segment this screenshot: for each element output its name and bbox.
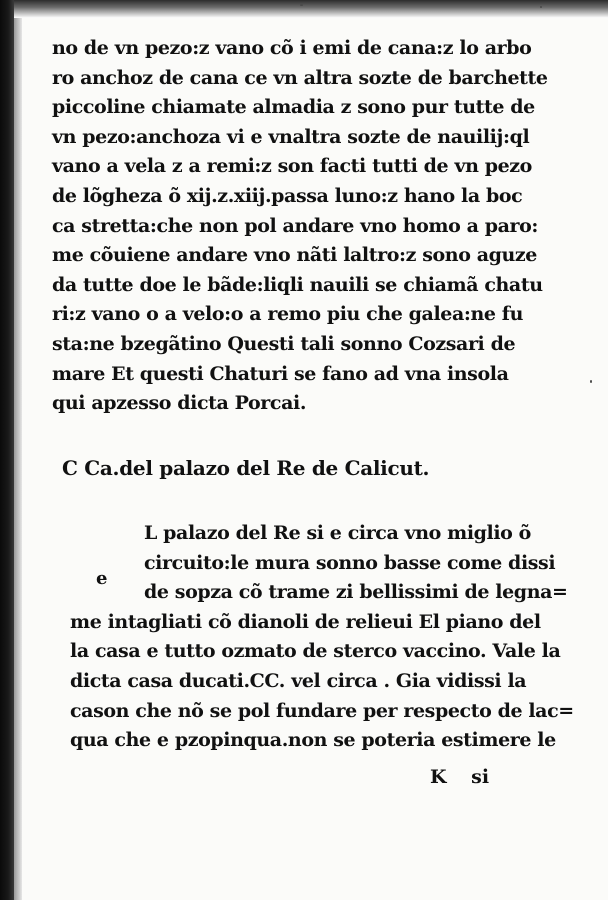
text-line: L palazo del Re si e circa vno miglio õ (144, 522, 531, 544)
text-line: dicta casa ducati.CC. vel circa . Gia vidissi la (70, 669, 527, 692)
text-line: de lõgheza õ xij.z.xiij.passa luno:z hano la boc (52, 184, 523, 207)
paragraph-2 (70, 519, 574, 756)
text-line: ca stretta:che non pol andare vno homo a paro: (52, 214, 539, 237)
text-line: qui apzesso dicta Porcai. (52, 392, 307, 415)
text-line: vano a vela z a remi:z son facti tutti de vn pezo (52, 155, 532, 178)
chapter-initial-guide-letter: e (96, 568, 108, 589)
text-line: qua che e pzopinqua.non se poteria estimere le (70, 729, 556, 752)
text-line: ri:z vano o a velo:o a remo piu che galea:ne fu (52, 303, 523, 326)
text-line: ro anchoz de cana ce vn altra sozte de barchette (52, 66, 548, 89)
text-line: de sopza cõ trame zi bellissimi de legna= (144, 581, 568, 604)
text-line: mare Et questi Chaturi se fano ad vna insola (52, 362, 509, 385)
text-line: sta:ne bzegãtino Questi tali sonno Cozsari de (52, 332, 516, 355)
text-line: piccoline chiamate almadia z sono pur tutte de (52, 96, 535, 119)
binding-edge (14, 0, 22, 900)
catchword: K si (430, 766, 490, 788)
text-line: circuito:le mura sonno basse come dissi (144, 551, 556, 574)
text-line: vn pezo:anchoza vi e vnaltra sozte de nauilij:ql (52, 125, 530, 148)
ink-speck (590, 380, 592, 383)
text-line: cason che nõ se pol fundare per respecto de lac= (70, 699, 574, 722)
text-line: me cõuiene andare vno nãti laltro:z sono aguze (52, 244, 537, 267)
text-line: no de vn pezo:z vano cõ i emi de cana:z lo arbo (52, 37, 532, 59)
text-line: la casa e tutto ozmato de sterco vaccino. Vale la (70, 640, 561, 663)
paragraph-1 (52, 34, 572, 419)
text-line: me intagliati cõ dianoli de relieui El piano del (70, 610, 541, 633)
chapter-heading: C Ca.del palazo del Re de Calicut. (62, 456, 430, 480)
text-line: da tutte doe le bãde:liqli nauili se chiamã chatu (52, 273, 543, 296)
top-page-edge (14, 0, 608, 18)
ink-speck (540, 6, 542, 8)
book-binding-shadow (0, 0, 14, 900)
ink-speck (300, 4, 303, 6)
